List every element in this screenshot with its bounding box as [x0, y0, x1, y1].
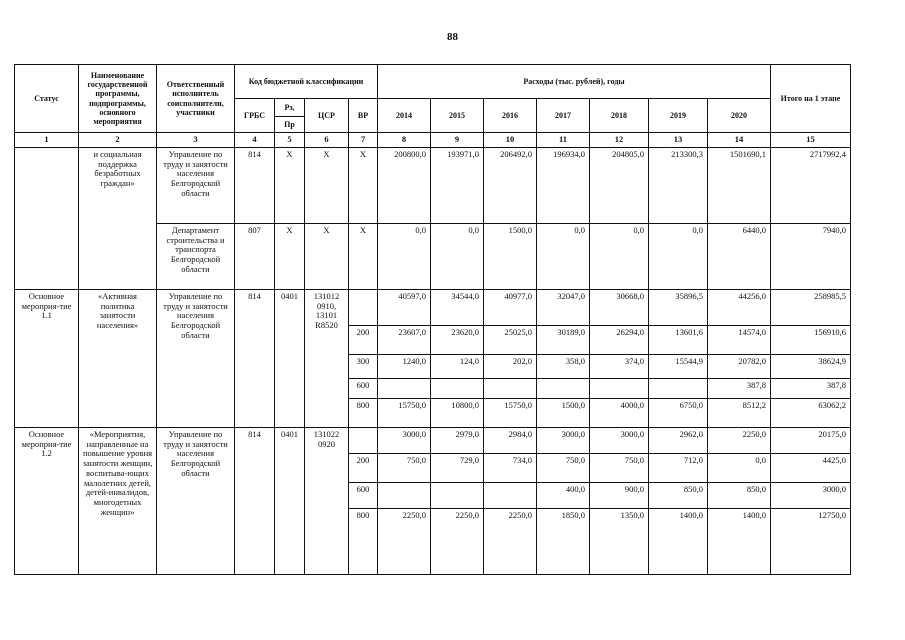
vr-cell: 200 — [349, 453, 378, 482]
value-2016: 734,0 — [484, 453, 537, 482]
header-year-2016: 2016 — [484, 99, 537, 133]
grbs-cell: 814 — [235, 427, 275, 574]
value-2014: 750,0 — [378, 453, 431, 482]
value-2015: 10800,0 — [431, 398, 484, 427]
value-2017: 358,0 — [537, 354, 590, 378]
csr-cell: X — [305, 147, 349, 223]
rzpr-cell: X — [275, 223, 305, 289]
column-number: 14 — [708, 133, 771, 148]
value-2020: 850,0 — [708, 482, 771, 508]
value-2017: 1500,0 — [537, 398, 590, 427]
table-row — [15, 427, 851, 453]
value-2019: 0,0 — [649, 223, 708, 289]
total-cell: 63062,2 — [771, 398, 851, 427]
value-2017: 1850,0 — [537, 508, 590, 574]
column-number: 3 — [157, 133, 235, 148]
value-2020: 44256,0 — [708, 289, 771, 325]
value-2017: 30189,0 — [537, 325, 590, 354]
total-cell: 258985,5 — [771, 289, 851, 325]
header-year-2019: 2019 — [649, 99, 708, 133]
value-2018: 30668,0 — [590, 289, 649, 325]
column-number: 7 — [349, 133, 378, 148]
value-2018: 750,0 — [590, 453, 649, 482]
total-cell: 4425,0 — [771, 453, 851, 482]
header-year-2018: 2018 — [590, 99, 649, 133]
value-2018: 1350,0 — [590, 508, 649, 574]
header-executor: Ответственный исполнитель соисполнители, участники — [157, 65, 235, 133]
column-number: 6 — [305, 133, 349, 148]
value-2019: 6750,0 — [649, 398, 708, 427]
vr-cell: X — [349, 147, 378, 223]
total-cell: 38624,9 — [771, 354, 851, 378]
column-number: 15 — [771, 133, 851, 148]
value-2018 — [590, 378, 649, 398]
value-2014: 0,0 — [378, 223, 431, 289]
value-2015: 2250,0 — [431, 508, 484, 574]
executor-cell: Департамент строительства и транспорта Белгородской области — [157, 223, 235, 289]
total-cell: 3000,0 — [771, 482, 851, 508]
table-row — [15, 289, 851, 325]
value-2014: 40597,0 — [378, 289, 431, 325]
value-2015 — [431, 482, 484, 508]
program-name: «Активная политика занятости населения» — [79, 289, 157, 427]
value-2020: 0,0 — [708, 453, 771, 482]
executor-cell: Управление по труду и занятости населения Белгородской области — [157, 147, 235, 223]
column-number: 11 — [537, 133, 590, 148]
column-number: 12 — [590, 133, 649, 148]
executor-cell: Управление по труду и занятости населения Белгородской области — [157, 289, 235, 427]
total-cell: 156910,6 — [771, 325, 851, 354]
value-2015: 193971,0 — [431, 147, 484, 223]
column-number: 8 — [378, 133, 431, 148]
value-2016: 25025,0 — [484, 325, 537, 354]
header-csr: ЦСР — [305, 99, 349, 133]
vr-cell: 800 — [349, 508, 378, 574]
value-2017 — [537, 378, 590, 398]
value-2019 — [649, 378, 708, 398]
value-2016: 2984,0 — [484, 427, 537, 453]
value-2019: 15544,9 — [649, 354, 708, 378]
program-name: и социальная поддержка безработных граждан» — [79, 147, 157, 289]
value-2017: 196934,0 — [537, 147, 590, 223]
value-2020: 20782,0 — [708, 354, 771, 378]
header-pr: Пр — [275, 117, 305, 133]
status-cell: Основное мероприя-тие 1.2 — [15, 427, 79, 574]
vr-cell — [349, 427, 378, 453]
header-year-2015: 2015 — [431, 99, 484, 133]
value-2014 — [378, 378, 431, 398]
header-expenses: Расходы (тыс. рублей), годы — [378, 65, 771, 99]
value-2017: 3000,0 — [537, 427, 590, 453]
value-2020: 387,8 — [708, 378, 771, 398]
value-2019: 712,0 — [649, 453, 708, 482]
budget-table — [14, 64, 851, 575]
grbs-cell: 814 — [235, 147, 275, 223]
value-2018: 900,0 — [590, 482, 649, 508]
column-number: 5 — [275, 133, 305, 148]
value-2016: 15750,0 — [484, 398, 537, 427]
value-2014: 2250,0 — [378, 508, 431, 574]
grbs-cell: 814 — [235, 289, 275, 427]
total-cell: 387,8 — [771, 378, 851, 398]
vr-cell: 300 — [349, 354, 378, 378]
header-status: Статус — [15, 65, 79, 133]
value-2014: 23607,0 — [378, 325, 431, 354]
value-2017: 750,0 — [537, 453, 590, 482]
value-2014 — [378, 482, 431, 508]
value-2020: 8512,2 — [708, 398, 771, 427]
csr-cell: X — [305, 223, 349, 289]
value-2016: 206492,0 — [484, 147, 537, 223]
value-2015 — [431, 378, 484, 398]
header-budget-code: Код бюджетной классификации — [235, 65, 378, 99]
executor-cell: Управление по труду и занятости населения Белгородской области — [157, 427, 235, 574]
value-2017: 400,0 — [537, 482, 590, 508]
value-2015: 0,0 — [431, 223, 484, 289]
value-2018: 204805,0 — [590, 147, 649, 223]
column-number: 4 — [235, 133, 275, 148]
header-rz: Рз, — [275, 99, 305, 117]
value-2019: 13601,6 — [649, 325, 708, 354]
column-number-row — [15, 133, 851, 148]
value-2018: 374,0 — [590, 354, 649, 378]
vr-cell: 600 — [349, 378, 378, 398]
vr-cell: 600 — [349, 482, 378, 508]
column-number: 13 — [649, 133, 708, 148]
total-cell: 2717992,4 — [771, 147, 851, 223]
value-2017: 0,0 — [537, 223, 590, 289]
value-2019: 35896,5 — [649, 289, 708, 325]
value-2020: 1501690,1 — [708, 147, 771, 223]
column-number: 2 — [79, 133, 157, 148]
value-2016: 202,0 — [484, 354, 537, 378]
value-2015: 2979,0 — [431, 427, 484, 453]
value-2016 — [484, 378, 537, 398]
value-2017: 32047,0 — [537, 289, 590, 325]
value-2015: 34544,0 — [431, 289, 484, 325]
value-2020: 1400,0 — [708, 508, 771, 574]
value-2014: 3000,0 — [378, 427, 431, 453]
status-cell: Основное мероприя-тие 1.1 — [15, 289, 79, 427]
value-2018: 4000,0 — [590, 398, 649, 427]
grbs-cell: 807 — [235, 223, 275, 289]
vr-cell: 800 — [349, 398, 378, 427]
program-name: «Мероприятия, направленные на повышение уровня занятости женщин, воспитыва-ющих малолетних детей, детей-инвалидов, многодетных женщин» — [79, 427, 157, 574]
header-program: Наименование государственной программы, подпрограммы, основного мероприятия — [79, 65, 157, 133]
value-2015: 23620,0 — [431, 325, 484, 354]
vr-cell: 200 — [349, 325, 378, 354]
total-cell: 12750,0 — [771, 508, 851, 574]
rzpr-cell: X — [275, 147, 305, 223]
value-2016: 2250,0 — [484, 508, 537, 574]
vr-cell — [349, 289, 378, 325]
column-number: 10 — [484, 133, 537, 148]
value-2018: 26294,0 — [590, 325, 649, 354]
status-cell — [15, 147, 79, 289]
value-2014: 200800,0 — [378, 147, 431, 223]
value-2015: 124,0 — [431, 354, 484, 378]
header-year-2020: 2020 — [708, 99, 771, 133]
value-2015: 729,0 — [431, 453, 484, 482]
value-2014: 1240,0 — [378, 354, 431, 378]
header-grbs: ГРБС — [235, 99, 275, 133]
value-2020: 6440,0 — [708, 223, 771, 289]
value-2019: 2962,0 — [649, 427, 708, 453]
rzpr-cell: 0401 — [275, 289, 305, 427]
header-vr: ВР — [349, 99, 378, 133]
value-2019: 850,0 — [649, 482, 708, 508]
value-2020: 14574,0 — [708, 325, 771, 354]
value-2020: 2250,0 — [708, 427, 771, 453]
csr-cell: 131012 0910, 13101 R8520 — [305, 289, 349, 427]
column-number: 9 — [431, 133, 484, 148]
total-cell: 20175,0 — [771, 427, 851, 453]
value-2016 — [484, 482, 537, 508]
csr-cell: 131022 0920 — [305, 427, 349, 574]
total-cell: 7940,0 — [771, 223, 851, 289]
header-total: Итого на 1 этапе — [771, 65, 851, 133]
rzpr-cell: 0401 — [275, 427, 305, 574]
value-2016: 1500,0 — [484, 223, 537, 289]
header-year-2017: 2017 — [537, 99, 590, 133]
value-2019: 1400,0 — [649, 508, 708, 574]
header-year-2014: 2014 — [378, 99, 431, 133]
value-2018: 3000,0 — [590, 427, 649, 453]
vr-cell: X — [349, 223, 378, 289]
page-number: 88 — [447, 31, 458, 43]
value-2016: 40977,0 — [484, 289, 537, 325]
value-2014: 15750,0 — [378, 398, 431, 427]
column-number: 1 — [15, 133, 79, 148]
value-2018: 0,0 — [590, 223, 649, 289]
table-row — [15, 147, 851, 223]
value-2019: 213300,3 — [649, 147, 708, 223]
